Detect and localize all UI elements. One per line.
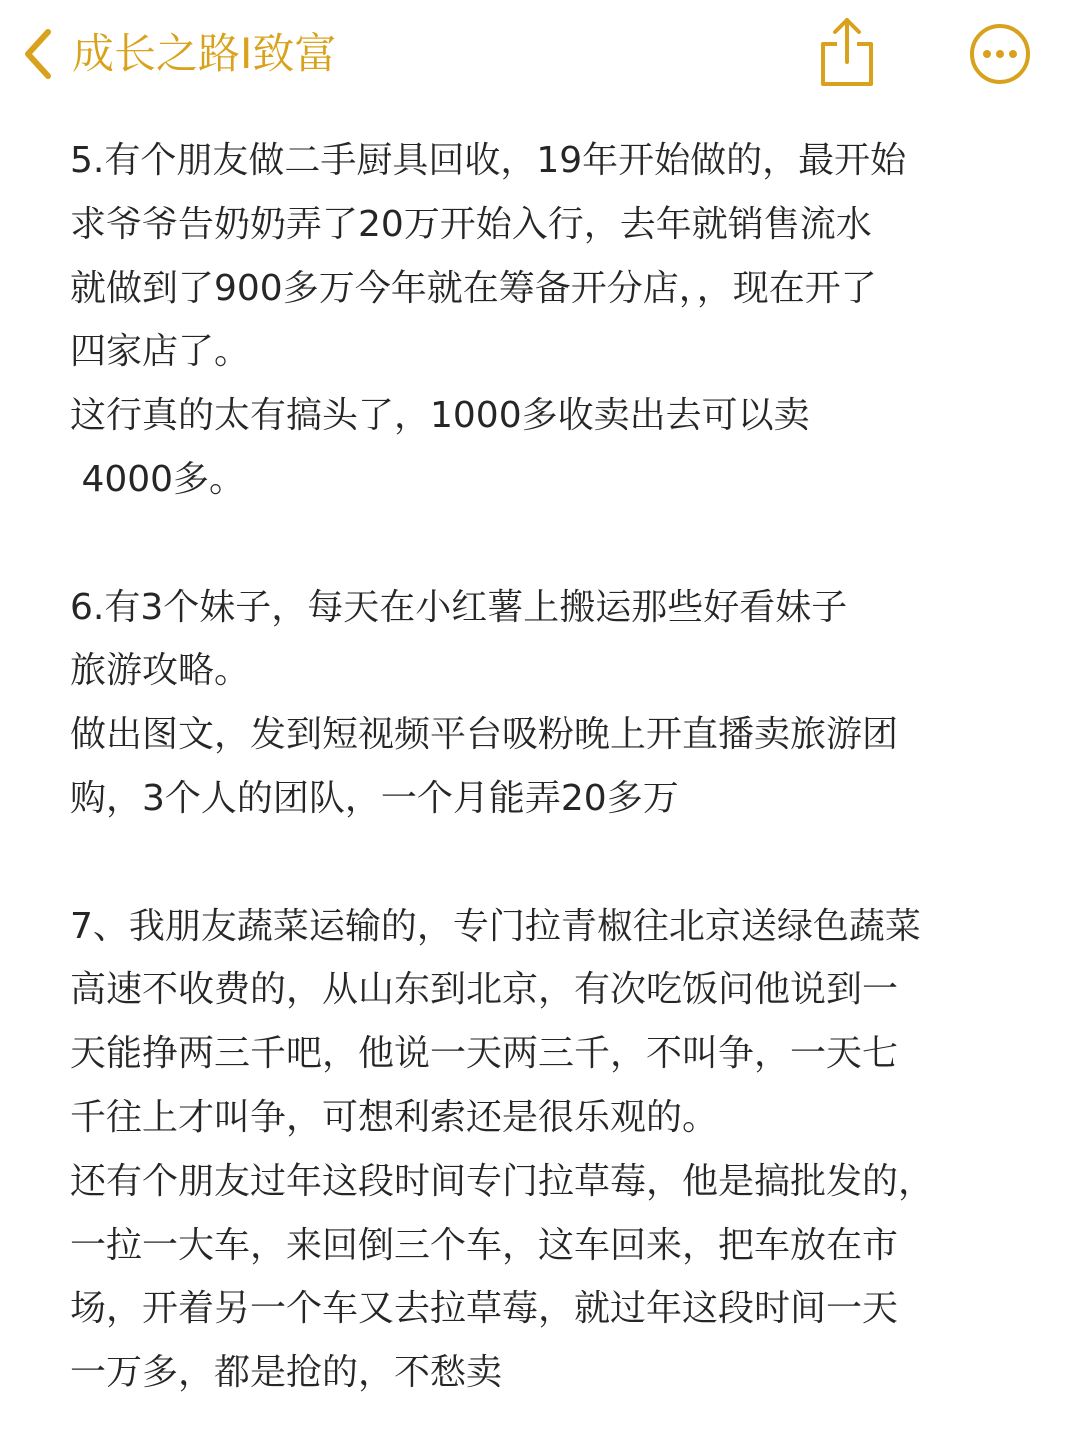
note-text-line: 7、我朋友蔬菜运输的，专门拉青椒往北京送绿色蔬菜 <box>70 905 921 947</box>
chevron-left-icon <box>18 24 58 84</box>
note-text-line: 一万多，都是抢的，不愁卖 <box>70 1352 503 1394</box>
share-button[interactable] <box>815 14 879 90</box>
note-text-line: 这行真的太有搞头了，1000多收卖出去可以卖 <box>70 395 810 437</box>
note-text-line: 场，开着另一个车又去拉草莓，就过年这段时间一天 <box>70 1288 899 1330</box>
note-text-line: 5.有个朋友做二手厨具回收，19年开始做的，最开始 <box>70 140 907 181</box>
note-text-line: 千往上才叫争，可想利索还是很乐观的。 <box>70 1096 719 1138</box>
note-text-line: 购，3个人的团队，一个月能弄20多万 <box>70 777 679 819</box>
note-text-line: 旅游攻略。 <box>70 650 251 692</box>
note-text-line: 天能挣两三千吧，他说一天两三千，不叫争，一天七 <box>70 1033 899 1075</box>
blank-line <box>70 831 1045 895</box>
share-icon <box>815 14 879 90</box>
ellipsis-circle-icon <box>968 22 1032 86</box>
more-options-button[interactable] <box>968 22 1032 86</box>
note-text-line: 4000多。 <box>70 458 246 500</box>
note-text-line: 高速不收费的，从山东到北京，有次吃饭问他说到一 <box>70 969 899 1011</box>
note-text-line: 求爷爷告奶奶弄了20万开始入行，去年就销售流水 <box>70 203 872 245</box>
navigation-bar <box>0 0 1080 110</box>
note-title: 成长之路I致富 <box>72 29 337 78</box>
note-text-line: 做出图文，发到短视频平台吸粉晚上开直播卖旅游团 <box>70 714 899 756</box>
note-text-line: 一拉一大车，来回倒三个车，这车回来，把车放在市 <box>70 1224 899 1266</box>
back-button[interactable] <box>18 18 336 90</box>
note-text-line: 6.有3个妹子，每天在小红薯上搬运那些好看妹子 <box>70 586 848 628</box>
note-text-line: 就做到了900多万今年就在筹备开分店，，现在开了 <box>70 267 877 309</box>
blank-line <box>70 512 1045 576</box>
note-content[interactable] <box>70 129 1045 1405</box>
note-text-line: 四家店了。 <box>70 331 251 373</box>
note-text-line: 还有个朋友过年这段时间专门拉草莓，他是搞批发的， <box>70 1160 935 1202</box>
